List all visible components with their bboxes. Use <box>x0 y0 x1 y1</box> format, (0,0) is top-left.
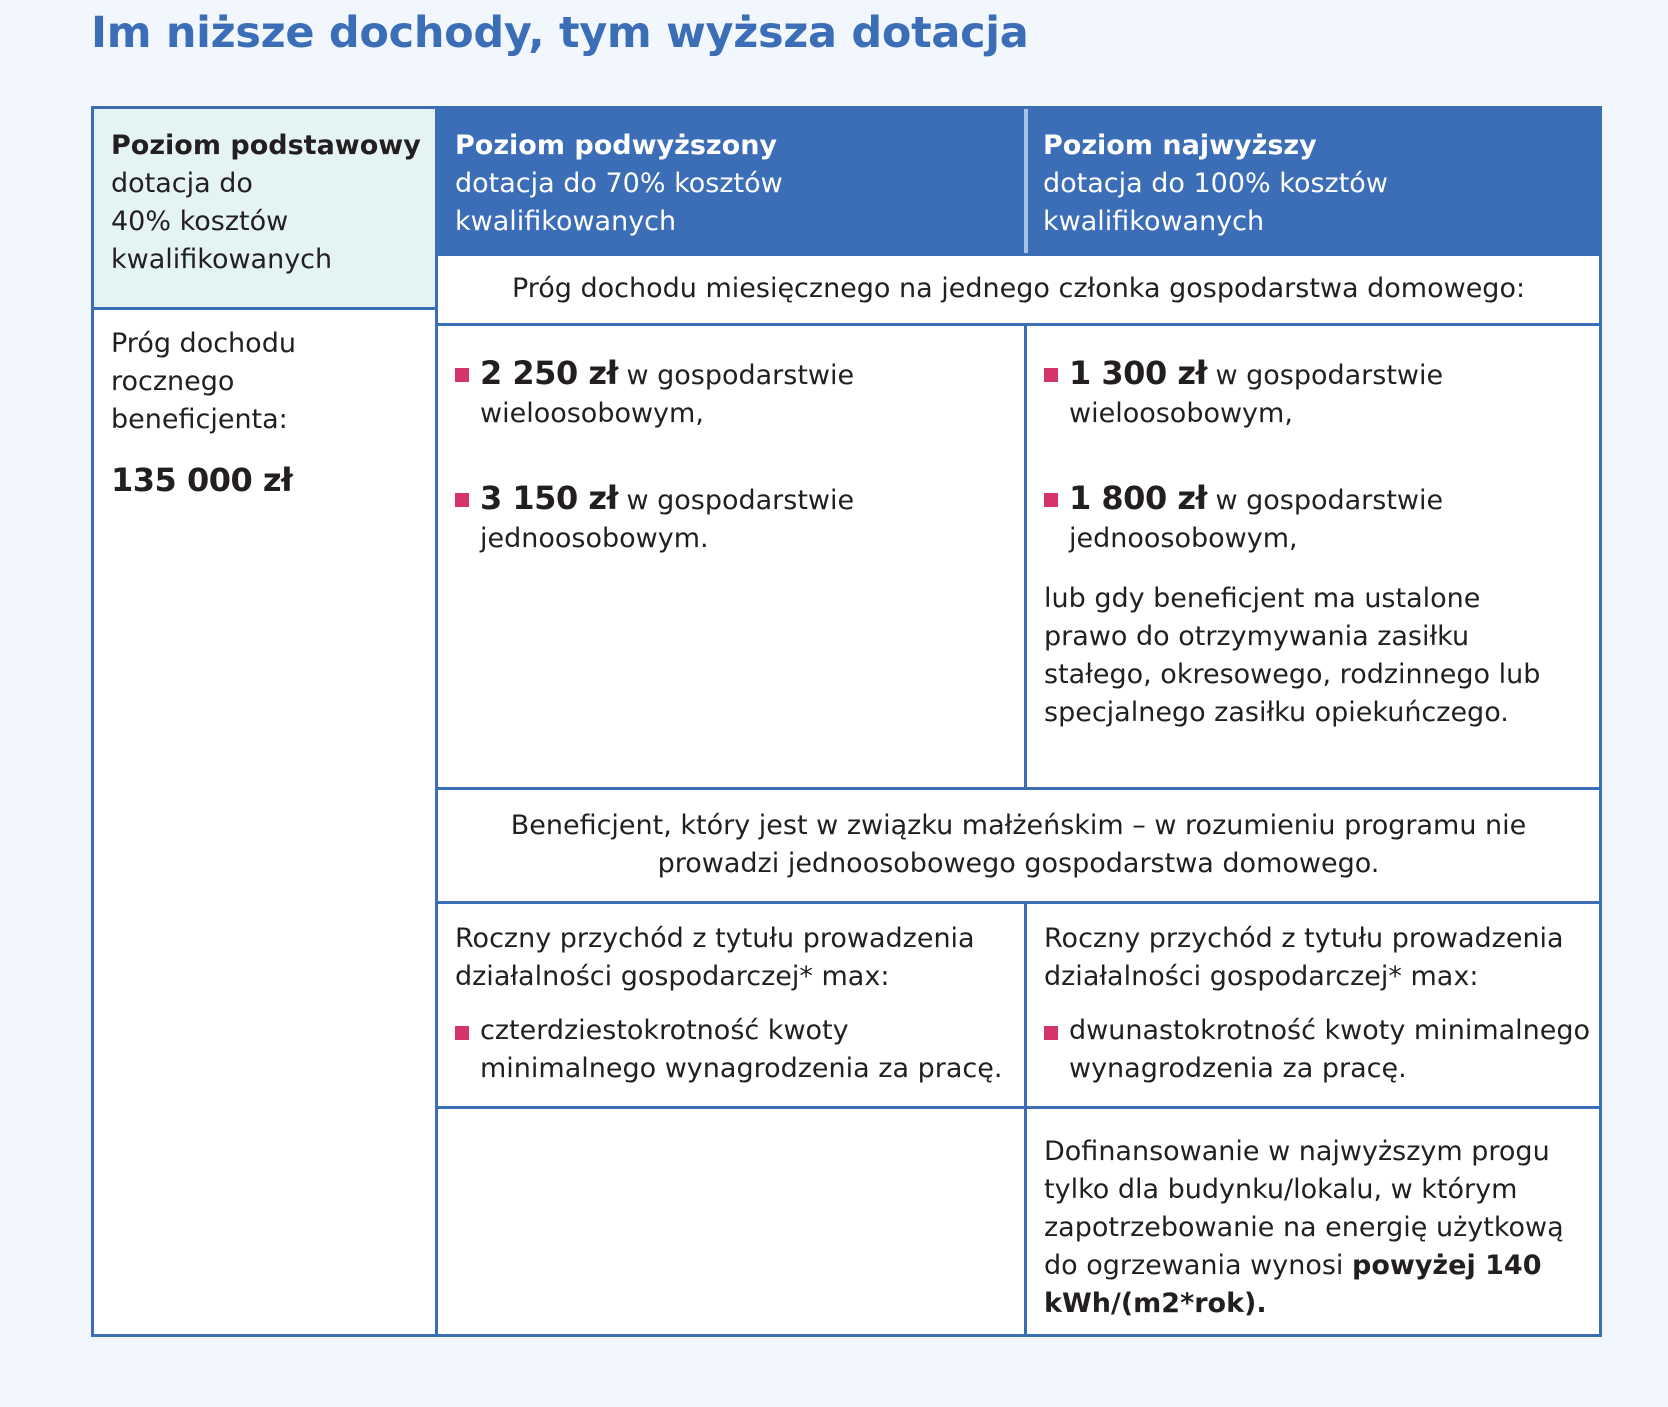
highest-threshold-multi <box>1044 354 1589 433</box>
highest-revenue-line-2: działalności gospodarczej* max: <box>1044 961 1479 992</box>
highest-threshold-single-amount: 1 800 zł <box>1069 479 1207 517</box>
raised-level-desc-1: dotacja do 70% kosztów <box>455 168 783 199</box>
raised-level-name: Poziom podwyższony <box>455 130 778 161</box>
highest-threshold-multi-amount: 1 300 zł <box>1069 354 1207 392</box>
energy-note-cell <box>1024 1106 1599 1334</box>
highest-threshold-single-text1: w gospodarstwie <box>1215 485 1444 516</box>
raised-revenue-limit <box>455 1012 1016 1088</box>
basic-income-label-2: rocznego <box>111 366 235 397</box>
highest-level-desc-2: kwalifikowanych <box>1043 206 1265 237</box>
highest-threshold-multi-text2: wieloosobowym, <box>1069 398 1293 429</box>
basic-income-cell <box>94 310 435 1334</box>
basic-income-label-1: Próg dochodu <box>111 328 296 359</box>
energy-note-line-4-wrap <box>1044 1247 1591 1285</box>
highest-thresholds-cell <box>1024 323 1599 787</box>
highest-level-name: Poziom najwyższy <box>1043 130 1317 161</box>
raised-threshold-multi-amount: 2 250 zł <box>480 354 618 392</box>
header-highest-level <box>1024 109 1599 253</box>
energy-note-line-3: zapotrzebowanie na energię użytkową <box>1044 1212 1564 1243</box>
energy-note-line-1: Dofinansowanie w najwyższym progu <box>1044 1136 1550 1167</box>
raised-threshold-multi-text2: wieloosobowym, <box>480 398 704 429</box>
page-title: Im niższe dochody, tym wyższa dotacja <box>91 8 1029 58</box>
highest-threshold-single-text2: jednoosobowym, <box>1069 523 1298 554</box>
basic-level-desc-2: 40% kosztów <box>111 206 289 237</box>
highest-revenue-bullet-1: dwunastokrotność kwoty minimalnego <box>1069 1015 1591 1046</box>
subsidy-table <box>91 106 1602 1337</box>
highest-alt-condition <box>1044 580 1589 732</box>
header-raised-level <box>435 109 1024 253</box>
basic-level-name: Poziom podstawowy <box>111 130 421 161</box>
basic-income-label-3: beneficjenta: <box>111 404 288 435</box>
highest-threshold-single <box>1044 479 1589 558</box>
highest-revenue-line-1: Roczny przychód z tytułu prowadzenia <box>1044 923 1564 954</box>
raised-empty-cell <box>435 1106 1024 1334</box>
monthly-income-header-text: Próg dochodu miesięcznego na jednego członka gospodarstwa domowego: <box>511 273 1526 304</box>
raised-revenue-bullet-1: czterdziestokrotność kwoty <box>480 1015 849 1046</box>
raised-revenue-cell <box>435 901 1024 1106</box>
raised-threshold-single-amount: 3 150 zł <box>480 479 618 517</box>
marriage-note-line-1: Beneficjent, który jest w związku małżeńskim – w rozumieniu programu nie <box>510 810 1527 841</box>
header-divider <box>1024 109 1028 253</box>
highest-threshold-multi-text1: w gospodarstwie <box>1215 360 1444 391</box>
basic-income-amount: 135 000 zł <box>111 461 293 499</box>
highest-revenue-bullet-2: wynagrodzenia za pracę. <box>1069 1053 1407 1084</box>
raised-level-desc-2: kwalifikowanych <box>455 206 677 237</box>
header-basic-level <box>94 109 435 310</box>
raised-revenue-bullet-2: minimalnego wynagrodzenia za pracę. <box>480 1053 1003 1084</box>
raised-revenue-line-2: działalności gospodarczej* max: <box>455 961 890 992</box>
marriage-note-cell <box>435 787 1599 901</box>
energy-note-line-4: do ogrzewania wynosi <box>1044 1250 1344 1281</box>
highest-alt-line-3: stałego, okresowego, rodzinnego lub <box>1044 659 1541 690</box>
highest-level-desc-1: dotacja do 100% kosztów <box>1043 168 1388 199</box>
raised-threshold-multi-text1: w gospodarstwie <box>626 360 855 391</box>
energy-note-bold-1: powyżej 140 <box>1352 1250 1542 1281</box>
highest-revenue-cell <box>1024 901 1599 1106</box>
highest-revenue-limit <box>1044 1012 1593 1088</box>
basic-level-desc-3: kwalifikowanych <box>111 244 333 275</box>
raised-threshold-single-text2: jednoosobowym. <box>480 523 709 554</box>
highest-alt-line-1: lub gdy beneficjent ma ustalone <box>1044 583 1481 614</box>
raised-revenue-line-1: Roczny przychód z tytułu prowadzenia <box>455 923 975 954</box>
marriage-note-line-2: prowadzi jednoosobowego gospodarstwa domowego. <box>657 848 1380 879</box>
monthly-income-header <box>435 253 1599 323</box>
highest-alt-line-2: prawo do otrzymywania zasiłku <box>1044 621 1470 652</box>
raised-thresholds-cell <box>435 323 1024 787</box>
raised-threshold-single <box>455 479 1014 558</box>
raised-threshold-multi <box>455 354 1014 433</box>
raised-threshold-single-text1: w gospodarstwie <box>626 485 855 516</box>
energy-note-bold-2: kWh/(m2*rok). <box>1044 1288 1267 1319</box>
basic-level-desc-1: dotacja do <box>111 168 253 199</box>
highest-alt-line-4: specjalnego zasiłku opiekuńczego. <box>1044 697 1509 728</box>
energy-note-line-2: tylko dla budynku/lokalu, w którym <box>1044 1174 1518 1205</box>
